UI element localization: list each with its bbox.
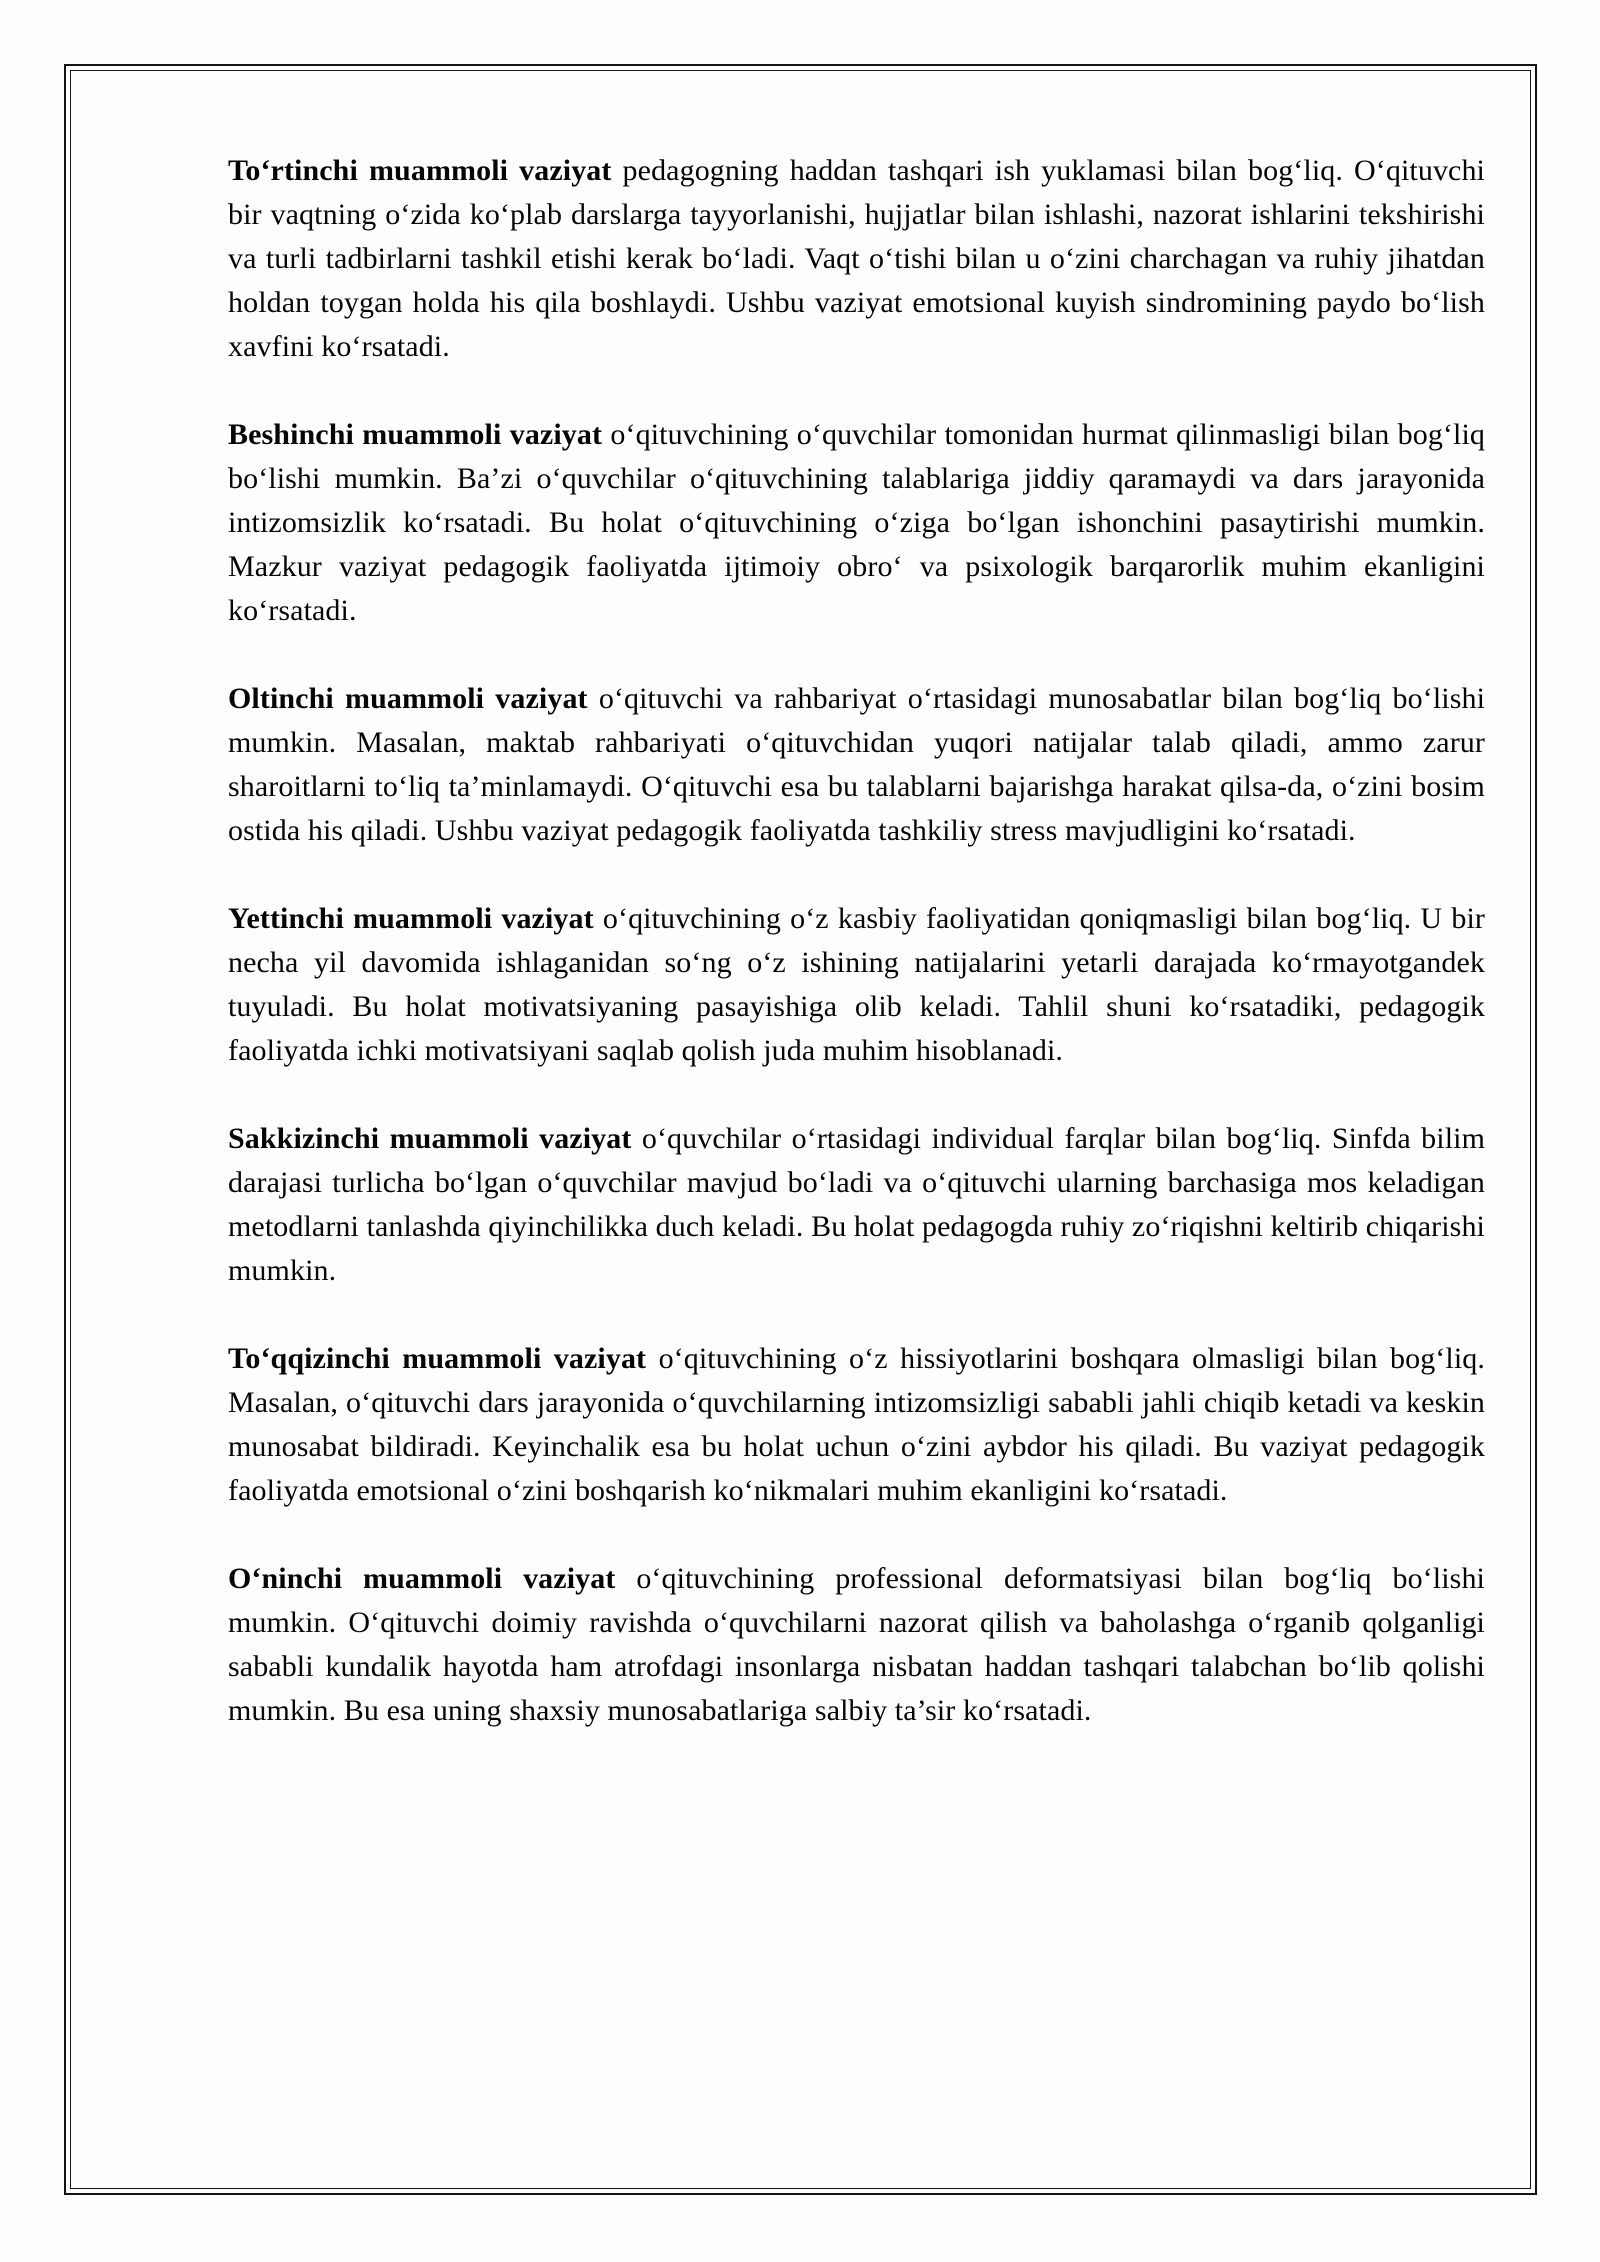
text-content [228,149,1485,1733]
paragraph-lead: Sakkizinchi muammoli vaziyat [228,1122,632,1155]
paragraph-lead: O‘ninchi muammoli vaziyat [228,1562,616,1595]
paragraph-body: o‘qituvchi va rahbariyat o‘rtasidagi munosabatlar bilan bog‘liq bo‘lishi mumkin. Masalan, maktab rahbariyati o‘qituvchidan yuqori natijalar talab qiladi, ammo zarur sharoitlarni to‘liq ta’minlamaydi. O‘qituvchi esa bu talablarni bajarishga harakat qilsa-da, o‘zini bosim ostida his qiladi. Ushbu vaziyat pedagogik faoliyatda tashkiliy stress mavjudligini ko‘rsatadi. [228,682,1485,847]
paragraph-yettinchi [228,897,1485,1073]
paragraph-lead: To‘qqizinchi muammoli vaziyat [228,1342,647,1375]
paragraph-lead: Oltinchi muammoli vaziyat [228,682,588,715]
paragraph-sakkizinchi [228,1117,1485,1293]
paragraph-body: o‘qituvchining professional deformatsiyasi bilan bog‘liq bo‘lishi mumkin. O‘qituvchi doimiy ravishda o‘quvchilarni nazorat qilish va baholashga o‘rganib qolganligi sababli kundalik hayotda ham atrofdagi insonlarga nisbatan haddan tashqari talabchan bo‘lib qolishi mumkin. Bu esa uning shaxsiy munosabatlariga salbiy ta’sir ko‘rsatadi. [228,1562,1485,1727]
paragraph-body: o‘quvchilar o‘rtasidagi individual farqlar bilan bog‘liq. Sinfda bilim darajasi turlicha bo‘lgan o‘quvchilar mavjud bo‘ladi va o‘qituvchi ularning barchasiga mos keladigan metodlarni tanlashda qiyinchilikka duch keladi. Bu holat pedagogda ruhiy zo‘riqishni keltirib chiqarishi mumkin. [228,1122,1486,1287]
paragraph-lead: To‘rtinchi muammoli vaziyat [228,154,612,187]
paragraph-body: o‘qituvchining o‘z hissiyotlarini boshqara olmasligi bilan bog‘liq. Masalan, o‘qituvchi dars jarayonida o‘quvchilarning intizomsizligi sababli jahli chiqib ketadi va keskin munosabat bildiradi. Keyinchalik esa bu holat uchun o‘zini aybdor his qiladi. Bu vaziyat pedagogik faoliyatda emotsional o‘zini boshqarish ko‘nikmalari muhim ekanligini ko‘rsatadi. [228,1342,1485,1507]
paragraph-beshinchi [228,413,1485,633]
paragraph-body: pedagogning haddan tashqari ish yuklamasi bilan bog‘liq. O‘qituvchi bir vaqtning o‘zida ko‘plab darslarga tayyorlanishi, hujjatlar bilan ishlashi, nazorat ishlarini tekshirishi va turli tadbirlarni tashkil etishi kerak bo‘ladi. Vaqt o‘tishi bilan u o‘zini charchagan va ruhiy jihatdan holdan toygan holda his qila boshlaydi. Ushbu vaziyat emotsional kuyish sindromining paydo bo‘lish xavfini ko‘rsatadi. [228,154,1485,363]
paragraph-body: o‘qituvchining o‘z kasbiy faoliyatidan qoniqmasligi bilan bog‘liq. U bir necha yil davomida ishlaganidan so‘ng o‘z ishining natijalarini yetarli darajada ko‘rmayotgandek tuyuladi. Bu holat motivatsiyaning pasayishiga olib keladi. Tahlil shuni ko‘rsatadiki, pedagogik faoliyatda ichki motivatsiyani saqlab qolish juda muhim hisoblanadi. [228,902,1485,1067]
paragraph-tortinchi [228,149,1485,369]
paragraph-lead: Yettinchi muammoli vaziyat [228,902,594,935]
paragraph-toqqizinchi [228,1337,1485,1513]
paragraph-body: o‘qituvchining o‘quvchilar tomonidan hurmat qilinmasligi bilan bog‘liq bo‘lishi mumkin. Ba’zi o‘quvchilar o‘qituvchining talablariga jiddiy qaramaydi va dars jarayonida intizomsizlik ko‘rsatadi. Bu holat o‘qituvchining o‘ziga bo‘lgan ishonchini pasaytirishi mumkin. Mazkur vaziyat pedagogik faoliyatda ijtimoiy obro‘ va psixologik barqarorlik muhim ekanligini ko‘rsatadi. [228,418,1485,627]
paragraph-oninchi [228,1557,1485,1733]
paragraph-lead: Beshinchi muammoli vaziyat [228,418,603,451]
paragraph-oltinchi [228,677,1485,853]
